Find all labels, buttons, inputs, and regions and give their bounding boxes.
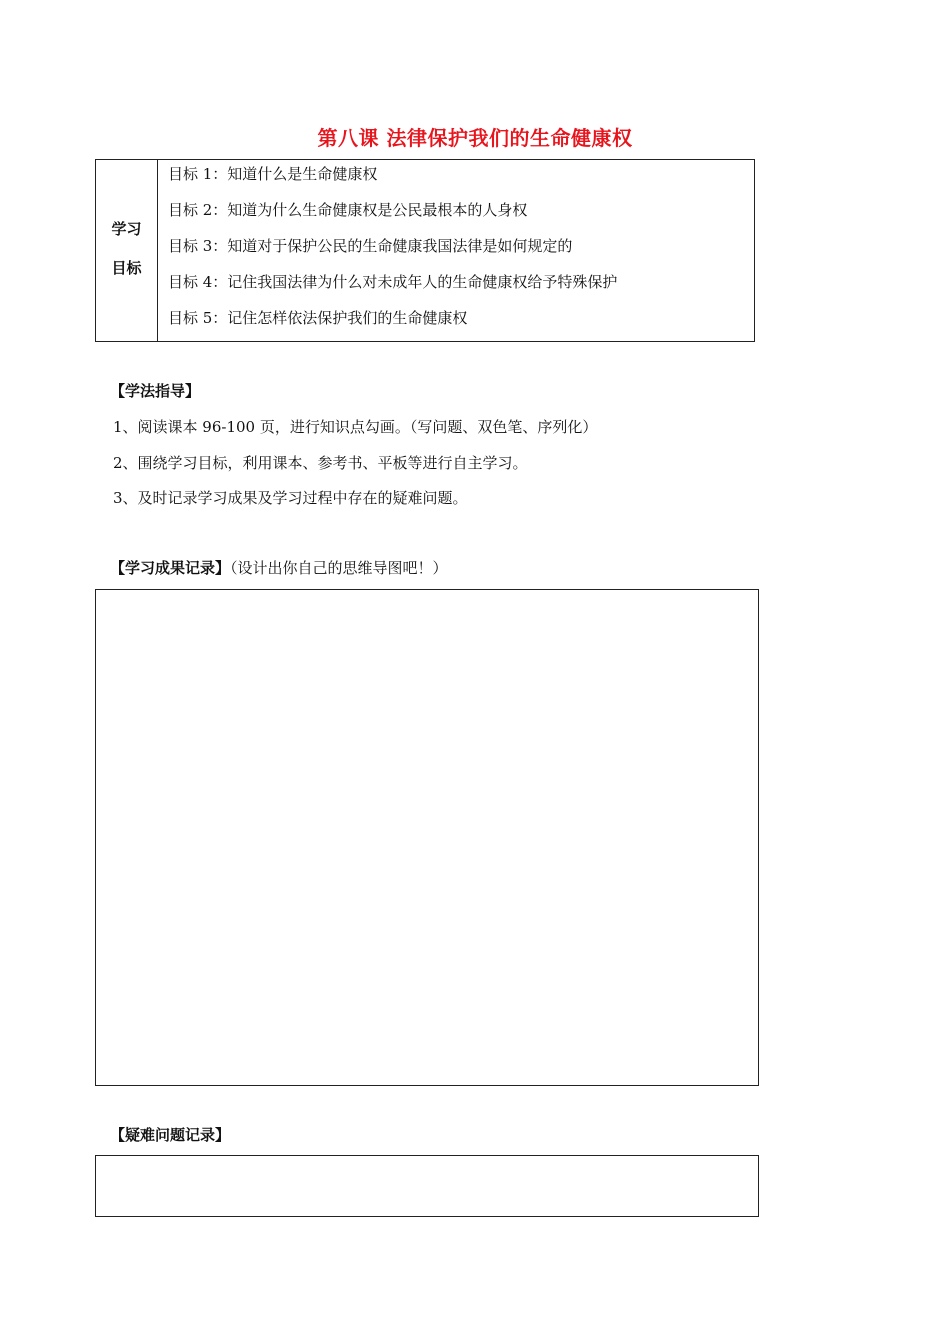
method-guide-item-3: 3、及时记录学习成果及学习过程中存在的疑难问题。: [113, 489, 468, 507]
goal-item-1: 目标 1：知道什么是生命健康权: [168, 165, 378, 183]
goal-item-4: 目标 4：记住我国法律为什么对未成年人的生命健康权给予特殊保护: [168, 273, 618, 291]
results-record-box[interactable]: [95, 589, 759, 1086]
goal-item-5: 目标 5：记住怎样依法保护我们的生命健康权: [168, 309, 468, 327]
method-guide-item-1: 1、阅读课本 96-100 页，进行知识点勾画。（写问题、双色笔、序列化）: [113, 418, 598, 436]
questions-record-heading: 【疑难问题记录】: [110, 1126, 231, 1144]
results-record-heading: [110, 557, 448, 578]
page-title: 第八课 法律保护我们的生命健康权: [317, 126, 633, 150]
method-guide-item-2: 2、围绕学习目标，利用课本、参考书、平板等进行自主学习。: [113, 454, 528, 472]
goal-item-2: 目标 2：知道为什么生命健康权是公民最根本的人身权: [168, 201, 528, 219]
results-record-title: 【学习成果记录】: [110, 559, 231, 577]
learning-goals-table: [95, 159, 755, 342]
goal-list: [168, 164, 748, 344]
goal-item-3: 目标 3：知道对于保护公民的生命健康我国法律是如何规定的: [168, 237, 573, 255]
goals-label-cell: [96, 160, 158, 341]
results-record-note: （设计出你自己的思维导图吧！）: [230, 559, 448, 577]
questions-record-box[interactable]: [95, 1155, 759, 1217]
goals-label-line1: 学习: [111, 220, 142, 238]
goals-label-line2: 目标: [111, 259, 142, 277]
method-guide-heading: 【学法指导】: [110, 382, 201, 400]
